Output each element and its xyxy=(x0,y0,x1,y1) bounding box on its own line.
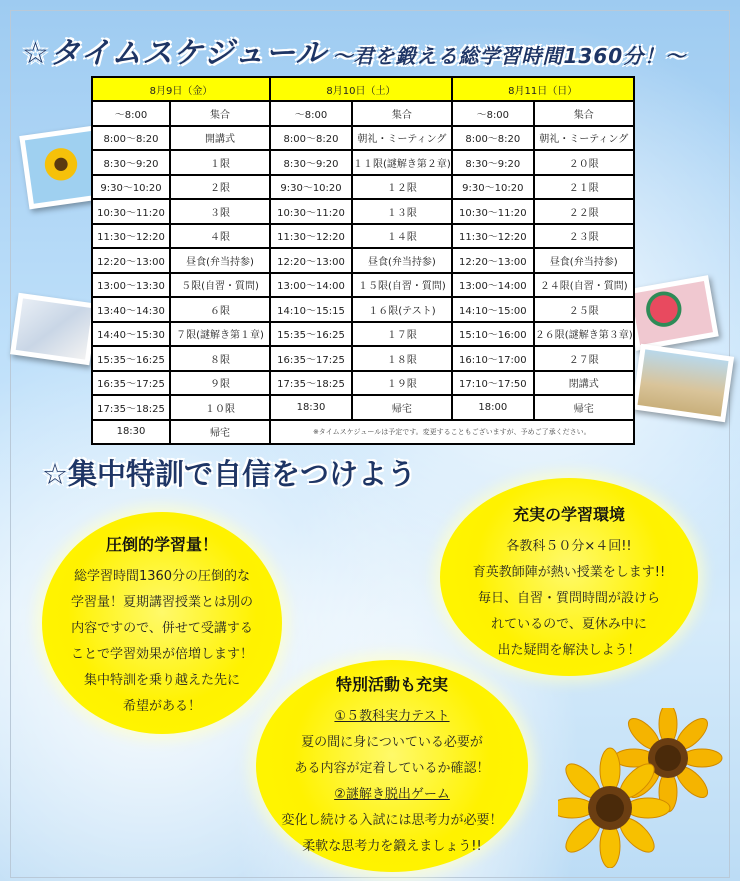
event-cell: 昼食(弁当持参) xyxy=(534,248,634,273)
time-cell: 12:20～13:00 xyxy=(270,248,352,273)
table-row xyxy=(92,371,634,396)
bubble-line: 出た疑問を解決しよう！ xyxy=(497,643,641,658)
time-cell: 8:30～9:20 xyxy=(270,150,352,175)
day-header: 8月10日（土） xyxy=(270,77,452,101)
bubble-line: 夏の間に身についている必要が xyxy=(301,735,483,750)
bubble-line: 集中特訓を乗り越えた先に xyxy=(83,673,240,688)
time-cell: 11:30～12:20 xyxy=(270,224,352,249)
table-row xyxy=(92,150,634,175)
event-cell: 開講式 xyxy=(170,126,270,151)
time-cell: 17:10～17:50 xyxy=(452,371,534,396)
time-cell: 11:30～12:20 xyxy=(452,224,534,249)
time-cell: 13:00～14:00 xyxy=(270,273,352,298)
page-title xyxy=(22,28,686,72)
day-header: 8月9日（金） xyxy=(92,77,270,101)
time-cell: 14:40～15:30 xyxy=(92,322,170,347)
bubble-title: 特別活動も充実 xyxy=(335,675,448,694)
event-cell: １６限(テスト) xyxy=(352,297,452,322)
event-cell: 帰宅 xyxy=(534,395,634,420)
time-cell: 8:00～8:20 xyxy=(92,126,170,151)
event-cell: １限 xyxy=(170,150,270,175)
event-cell: ９限 xyxy=(170,371,270,396)
event-cell: ２４限(自習・質問) xyxy=(534,273,634,298)
bubble-line: 希望がある！ xyxy=(122,699,201,714)
time-cell: 16:35～17:25 xyxy=(92,371,170,396)
table-row xyxy=(92,297,634,322)
bubble-line: ①５教科実力テスト xyxy=(334,709,450,724)
time-cell: 15:10～16:00 xyxy=(452,322,534,347)
time-cell: 8:00～8:20 xyxy=(452,126,534,151)
table-row xyxy=(92,101,634,126)
time-cell: ～8:00 xyxy=(452,101,534,126)
time-cell: 15:35～16:25 xyxy=(270,322,352,347)
title-text: ☆タイムスケジュール xyxy=(22,36,327,71)
event-cell: ２２限 xyxy=(534,199,634,224)
time-cell: 11:30～12:20 xyxy=(92,224,170,249)
table-row xyxy=(92,175,634,200)
schedule-header-row xyxy=(92,77,634,101)
event-cell: ７限(謎解き第１章) xyxy=(170,322,270,347)
bubble-text xyxy=(440,534,698,664)
time-cell: 9:30～10:20 xyxy=(92,175,170,200)
bubble-line: れているので、夏休み中に xyxy=(491,617,647,632)
time-cell: 8:30～9:20 xyxy=(452,150,534,175)
time-cell: 12:20～13:00 xyxy=(452,248,534,273)
event-cell: ３限 xyxy=(170,199,270,224)
event-cell: ５限(自習・質問) xyxy=(170,273,270,298)
notebook-photo xyxy=(10,293,98,366)
event-cell: １９限 xyxy=(352,371,452,396)
bubble-line: 内容ですので、併せて受講する xyxy=(71,621,253,636)
event-cell: ４限 xyxy=(170,224,270,249)
event-cell: １３限 xyxy=(352,199,452,224)
time-cell: 13:40～14:30 xyxy=(92,297,170,322)
bubble-text xyxy=(42,564,282,720)
table-row xyxy=(92,248,634,273)
event-cell: ２６限(謎解き第３章) xyxy=(534,322,634,347)
time-cell: 13:00～13:30 xyxy=(92,273,170,298)
bubble-text xyxy=(256,704,528,860)
time-cell: ～8:00 xyxy=(270,101,352,126)
bubble-title: 充実の学習環境 xyxy=(512,505,625,524)
time-cell: 9:30～10:20 xyxy=(270,175,352,200)
event-cell: 集合 xyxy=(534,101,634,126)
bubble-line: 学習量！夏期講習授業とは別の xyxy=(70,595,253,610)
event-cell: １０限 xyxy=(170,395,270,420)
table-row xyxy=(92,322,634,347)
time-cell: 18:30 xyxy=(92,420,170,445)
event-cell: 朝礼・ミーティング xyxy=(352,126,452,151)
bubble-line: 総学習時間1360分の圧倒的な xyxy=(73,569,251,584)
time-cell: 8:30～9:20 xyxy=(92,150,170,175)
bubble-special-activities xyxy=(256,660,528,872)
bubble-line: ②謎解き脱出ゲーム xyxy=(334,787,450,802)
schedule-table xyxy=(91,76,635,445)
event-cell: １２限 xyxy=(352,175,452,200)
bubble-line: 育英教師陣が熱い授業をします!! xyxy=(472,565,666,580)
bubble-line: 柔軟な思考力を鍛えましょう!! xyxy=(302,839,482,854)
event-cell: 集合 xyxy=(352,101,452,126)
event-cell: 帰宅 xyxy=(170,420,270,445)
schedule-note: ※タイムスケジュールは予定です。変更することもございますが、予めご了承ください。 xyxy=(270,420,634,445)
event-cell: ２０限 xyxy=(534,150,634,175)
time-cell: 14:10～15:15 xyxy=(270,297,352,322)
sunflower-icon xyxy=(558,708,733,868)
time-cell: 17:35～18:25 xyxy=(92,395,170,420)
event-cell: １５限(自習・質問) xyxy=(352,273,452,298)
event-cell: １７限 xyxy=(352,322,452,347)
event-cell: １１限(謎解き第２章) xyxy=(352,150,452,175)
beach-photo xyxy=(632,344,734,422)
bubble-line: 変化し続ける入試には思考力が必要！ xyxy=(281,813,503,828)
time-cell: 8:00～8:20 xyxy=(270,126,352,151)
time-cell: 18:30 xyxy=(270,395,352,420)
time-cell: 12:20～13:00 xyxy=(92,248,170,273)
time-cell: 10:30～11:20 xyxy=(270,199,352,224)
time-cell: 14:10～15:00 xyxy=(452,297,534,322)
event-cell: 集合 xyxy=(170,101,270,126)
time-cell: ～8:00 xyxy=(92,101,170,126)
event-cell: １８限 xyxy=(352,346,452,371)
table-row xyxy=(92,420,634,445)
table-row xyxy=(92,224,634,249)
time-cell: 16:35～17:25 xyxy=(270,346,352,371)
table-row xyxy=(92,395,634,420)
bubble-title: 圧倒的学習量！ xyxy=(105,535,218,554)
time-cell: 18:00 xyxy=(452,395,534,420)
event-cell: ２５限 xyxy=(534,297,634,322)
event-cell: 閉講式 xyxy=(534,371,634,396)
event-cell: ２７限 xyxy=(534,346,634,371)
time-cell: 9:30～10:20 xyxy=(452,175,534,200)
time-cell: 16:10～17:00 xyxy=(452,346,534,371)
bubble-line: ある内容が定着しているか確認！ xyxy=(294,761,490,776)
bubble-study-volume xyxy=(42,512,282,734)
bubble-learning-environment xyxy=(440,478,698,676)
day-header: 8月11日（日） xyxy=(452,77,634,101)
event-cell: ２限 xyxy=(170,175,270,200)
event-cell: ２１限 xyxy=(534,175,634,200)
table-row xyxy=(92,273,634,298)
event-cell: 帰宅 xyxy=(352,395,452,420)
bubble-line: 各教科５０分×４回!! xyxy=(506,539,632,554)
event-cell: ２３限 xyxy=(534,224,634,249)
event-cell: １４限 xyxy=(352,224,452,249)
event-cell: 昼食(弁当持参) xyxy=(170,248,270,273)
table-row xyxy=(92,199,634,224)
bubble-line: ことで学習効果が倍増します！ xyxy=(70,647,253,662)
event-cell: ６限 xyxy=(170,297,270,322)
event-cell: 朝礼・ミーティング xyxy=(534,126,634,151)
time-cell: 17:35～18:25 xyxy=(270,371,352,396)
event-cell: ８限 xyxy=(170,346,270,371)
time-cell: 10:30～11:20 xyxy=(452,199,534,224)
time-cell: 13:00～14:00 xyxy=(452,273,534,298)
section-title: ☆集中特訓で自信をつけよう xyxy=(42,457,416,491)
time-cell: 15:35～16:25 xyxy=(92,346,170,371)
table-row xyxy=(92,346,634,371)
event-cell: 昼食(弁当持参) xyxy=(352,248,452,273)
table-row xyxy=(92,126,634,151)
bubble-line: 毎日、自習・質問時間が設けら xyxy=(477,591,660,606)
title-subtitle: ～君を鍛える総学習時間1360分！～ xyxy=(332,44,687,68)
time-cell: 10:30～11:20 xyxy=(92,199,170,224)
